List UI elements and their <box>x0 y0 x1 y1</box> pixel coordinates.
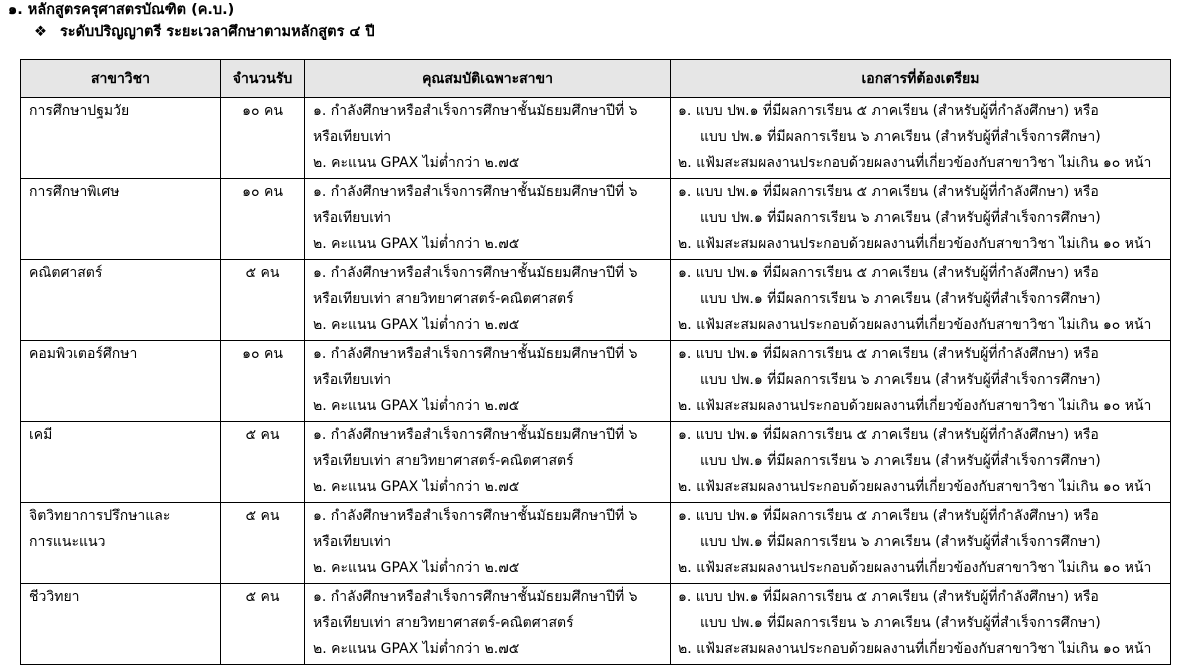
qualification-line: ๒. คะแนน GPAX ไม่ต่ำกว่า ๒.๗๕ <box>313 236 520 252</box>
qualification-line: ๑. กำลังศึกษาหรือสำเร็จการศึกษาชั้นมัธยมศึกษาปีที่ ๖ <box>313 184 638 200</box>
major-cell <box>21 179 221 260</box>
qualification-line: หรือเทียบเท่า <box>313 534 392 550</box>
qualification-line: ๒. คะแนน GPAX ไม่ต่ำกว่า ๒.๗๕ <box>313 398 520 414</box>
quota-value: ๑๐ คน <box>242 103 283 119</box>
document-line: ๑. แบบ ปพ.๑ ที่มีผลการเรียน ๕ ภาคเรียน (สำหรับผู้ที่กำลังศึกษา) หรือ <box>678 427 1099 443</box>
header-documents: เอกสารที่ต้องเตรียม <box>671 60 1171 98</box>
qualification-line: ๑. กำลังศึกษาหรือสำเร็จการศึกษาชั้นมัธยมศึกษาปีที่ ๖ <box>313 589 638 605</box>
document-line: แบบ ปพ.๑ ที่มีผลการเรียน ๖ ภาคเรียน (สำหรับผู้ที่สำเร็จการศึกษา) <box>700 129 1101 145</box>
table-row <box>21 584 1171 665</box>
quota-cell <box>221 584 305 665</box>
header-quota: จำนวนรับ <box>221 60 305 98</box>
major-name: คณิตศาสตร์ <box>29 265 103 281</box>
table-row <box>21 341 1171 422</box>
major-name-cont <box>29 367 220 393</box>
major-name-cont <box>29 286 220 312</box>
qualification-line: ๑. กำลังศึกษาหรือสำเร็จการศึกษาชั้นมัธยมศึกษาปีที่ ๖ <box>313 508 638 524</box>
documents-cell <box>671 179 1171 260</box>
qualification-line: ๒. คะแนน GPAX ไม่ต่ำกว่า ๒.๗๕ <box>313 317 520 333</box>
major-name: เคมี <box>29 427 53 443</box>
major-name: ชีววิทยา <box>29 589 80 605</box>
section-heading: ๑. หลักสูตรครุศาสตรบัณฑิต (ค.บ.) <box>8 2 235 18</box>
admission-table <box>20 59 1171 665</box>
qualification-line: ๑. กำลังศึกษาหรือสำเร็จการศึกษาชั้นมัธยมศึกษาปีที่ ๖ <box>313 265 638 281</box>
document-line: แบบ ปพ.๑ ที่มีผลการเรียน ๖ ภาคเรียน (สำหรับผู้ที่สำเร็จการศึกษา) <box>700 534 1101 550</box>
qualification-line: หรือเทียบเท่า สายวิทยาศาสตร์-คณิตศาสตร์ <box>313 453 574 469</box>
quota-cell <box>221 503 305 584</box>
qualification-line: หรือเทียบเท่า <box>313 210 392 226</box>
qualification-cell <box>305 341 671 422</box>
document-line: ๑. แบบ ปพ.๑ ที่มีผลการเรียน ๕ ภาคเรียน (สำหรับผู้ที่กำลังศึกษา) หรือ <box>678 589 1099 605</box>
qualification-cell <box>305 503 671 584</box>
table-row <box>21 503 1171 584</box>
table-row <box>21 179 1171 260</box>
quota-value: ๕ คน <box>245 265 280 281</box>
section-subheading <box>34 22 375 42</box>
major-name-cont <box>29 124 220 150</box>
qualification-line: ๒. คะแนน GPAX ไม่ต่ำกว่า ๒.๗๕ <box>313 641 520 657</box>
table-row <box>21 260 1171 341</box>
qualification-line: หรือเทียบเท่า <box>313 129 392 145</box>
qualification-line: ๒. คะแนน GPAX ไม่ต่ำกว่า ๒.๗๕ <box>313 479 520 495</box>
major-name-cont <box>29 610 220 636</box>
document-line: ๒. แฟ้มสะสมผลงานประกอบด้วยผลงานที่เกี่ยวข้องกับสาขาวิชา ไม่เกิน ๑๐ หน้า <box>678 641 1152 657</box>
document-line: ๒. แฟ้มสะสมผลงานประกอบด้วยผลงานที่เกี่ยวข้องกับสาขาวิชา ไม่เกิน ๑๐ หน้า <box>678 317 1152 333</box>
documents-cell <box>671 584 1171 665</box>
header-major: สาขาวิชา <box>21 60 221 98</box>
documents-cell <box>671 260 1171 341</box>
quota-cell <box>221 260 305 341</box>
document-line: แบบ ปพ.๑ ที่มีผลการเรียน ๖ ภาคเรียน (สำหรับผู้ที่สำเร็จการศึกษา) <box>700 453 1101 469</box>
quota-cell <box>221 341 305 422</box>
qualification-cell <box>305 260 671 341</box>
quota-value: ๑๐ คน <box>242 346 283 362</box>
documents-cell <box>671 98 1171 179</box>
major-name-cont <box>29 448 220 474</box>
major-cell <box>21 260 221 341</box>
qualification-line: หรือเทียบเท่า สายวิทยาศาสตร์-คณิตศาสตร์ <box>313 291 574 307</box>
qualification-line: ๑. กำลังศึกษาหรือสำเร็จการศึกษาชั้นมัธยมศึกษาปีที่ ๖ <box>313 427 638 443</box>
document-line: ๒. แฟ้มสะสมผลงานประกอบด้วยผลงานที่เกี่ยวข้องกับสาขาวิชา ไม่เกิน ๑๐ หน้า <box>678 236 1152 252</box>
quota-cell <box>221 179 305 260</box>
major-cell <box>21 341 221 422</box>
major-cell <box>21 422 221 503</box>
document-line: ๑. แบบ ปพ.๑ ที่มีผลการเรียน ๕ ภาคเรียน (สำหรับผู้ที่กำลังศึกษา) หรือ <box>678 103 1099 119</box>
documents-cell <box>671 341 1171 422</box>
quota-value: ๕ คน <box>245 508 280 524</box>
major-name: คอมพิวเตอร์ศึกษา <box>29 346 138 362</box>
document-line: ๒. แฟ้มสะสมผลงานประกอบด้วยผลงานที่เกี่ยวข้องกับสาขาวิชา ไม่เกิน ๑๐ หน้า <box>678 155 1152 171</box>
major-name: การศึกษาปฐมวัย <box>29 103 130 119</box>
document-line: ๑. แบบ ปพ.๑ ที่มีผลการเรียน ๕ ภาคเรียน (สำหรับผู้ที่กำลังศึกษา) หรือ <box>678 508 1099 524</box>
document-line: แบบ ปพ.๑ ที่มีผลการเรียน ๖ ภาคเรียน (สำหรับผู้ที่สำเร็จการศึกษา) <box>700 372 1101 388</box>
document-line: ๑. แบบ ปพ.๑ ที่มีผลการเรียน ๕ ภาคเรียน (สำหรับผู้ที่กำลังศึกษา) หรือ <box>678 265 1099 281</box>
quota-cell <box>221 422 305 503</box>
document-line: แบบ ปพ.๑ ที่มีผลการเรียน ๖ ภาคเรียน (สำหรับผู้ที่สำเร็จการศึกษา) <box>700 210 1101 226</box>
documents-cell <box>671 422 1171 503</box>
document-line: แบบ ปพ.๑ ที่มีผลการเรียน ๖ ภาคเรียน (สำหรับผู้ที่สำเร็จการศึกษา) <box>700 615 1101 631</box>
major-cell <box>21 98 221 179</box>
quota-cell <box>221 98 305 179</box>
document-line: แบบ ปพ.๑ ที่มีผลการเรียน ๖ ภาคเรียน (สำหรับผู้ที่สำเร็จการศึกษา) <box>700 291 1101 307</box>
document-line: ๑. แบบ ปพ.๑ ที่มีผลการเรียน ๕ ภาคเรียน (สำหรับผู้ที่กำลังศึกษา) หรือ <box>678 346 1099 362</box>
table-header-row <box>21 60 1171 98</box>
table-row <box>21 422 1171 503</box>
major-name-cont: การแนะแนว <box>29 534 106 550</box>
table-row <box>21 98 1171 179</box>
document-line: ๒. แฟ้มสะสมผลงานประกอบด้วยผลงานที่เกี่ยวข้องกับสาขาวิชา ไม่เกิน ๑๐ หน้า <box>678 398 1152 414</box>
document-line: ๒. แฟ้มสะสมผลงานประกอบด้วยผลงานที่เกี่ยวข้องกับสาขาวิชา ไม่เกิน ๑๐ หน้า <box>678 479 1152 495</box>
major-name: การศึกษาพิเศษ <box>29 184 120 200</box>
documents-cell <box>671 503 1171 584</box>
document-line: ๒. แฟ้มสะสมผลงานประกอบด้วยผลงานที่เกี่ยวข้องกับสาขาวิชา ไม่เกิน ๑๐ หน้า <box>678 560 1152 576</box>
major-cell <box>21 503 221 584</box>
major-cell <box>21 584 221 665</box>
qualification-line: ๒. คะแนน GPAX ไม่ต่ำกว่า ๒.๗๕ <box>313 560 520 576</box>
document-line: ๑. แบบ ปพ.๑ ที่มีผลการเรียน ๕ ภาคเรียน (สำหรับผู้ที่กำลังศึกษา) หรือ <box>678 184 1099 200</box>
qualification-line: หรือเทียบเท่า สายวิทยาศาสตร์-คณิตศาสตร์ <box>313 615 574 631</box>
qualification-line: ๑. กำลังศึกษาหรือสำเร็จการศึกษาชั้นมัธยมศึกษาปีที่ ๖ <box>313 103 638 119</box>
quota-value: ๑๐ คน <box>242 184 283 200</box>
qualification-line: ๒. คะแนน GPAX ไม่ต่ำกว่า ๒.๗๕ <box>313 155 520 171</box>
subheading-text: ระดับปริญญาตรี ระยะเวลาศึกษาตามหลักสูตร ๔ ปี <box>60 24 375 40</box>
header-qualification: คุณสมบัติเฉพาะสาขา <box>305 60 671 98</box>
qualification-line: ๑. กำลังศึกษาหรือสำเร็จการศึกษาชั้นมัธยมศึกษาปีที่ ๖ <box>313 346 638 362</box>
quota-value: ๕ คน <box>245 589 280 605</box>
qualification-cell <box>305 98 671 179</box>
qualification-line: หรือเทียบเท่า <box>313 372 392 388</box>
qualification-cell <box>305 422 671 503</box>
qualification-cell <box>305 584 671 665</box>
qualification-cell <box>305 179 671 260</box>
quota-value: ๕ คน <box>245 427 280 443</box>
diamond-bullet-icon: ❖ <box>34 24 47 40</box>
major-name: จิตวิทยาการปรึกษาและ <box>29 508 171 524</box>
major-name-cont <box>29 205 220 231</box>
